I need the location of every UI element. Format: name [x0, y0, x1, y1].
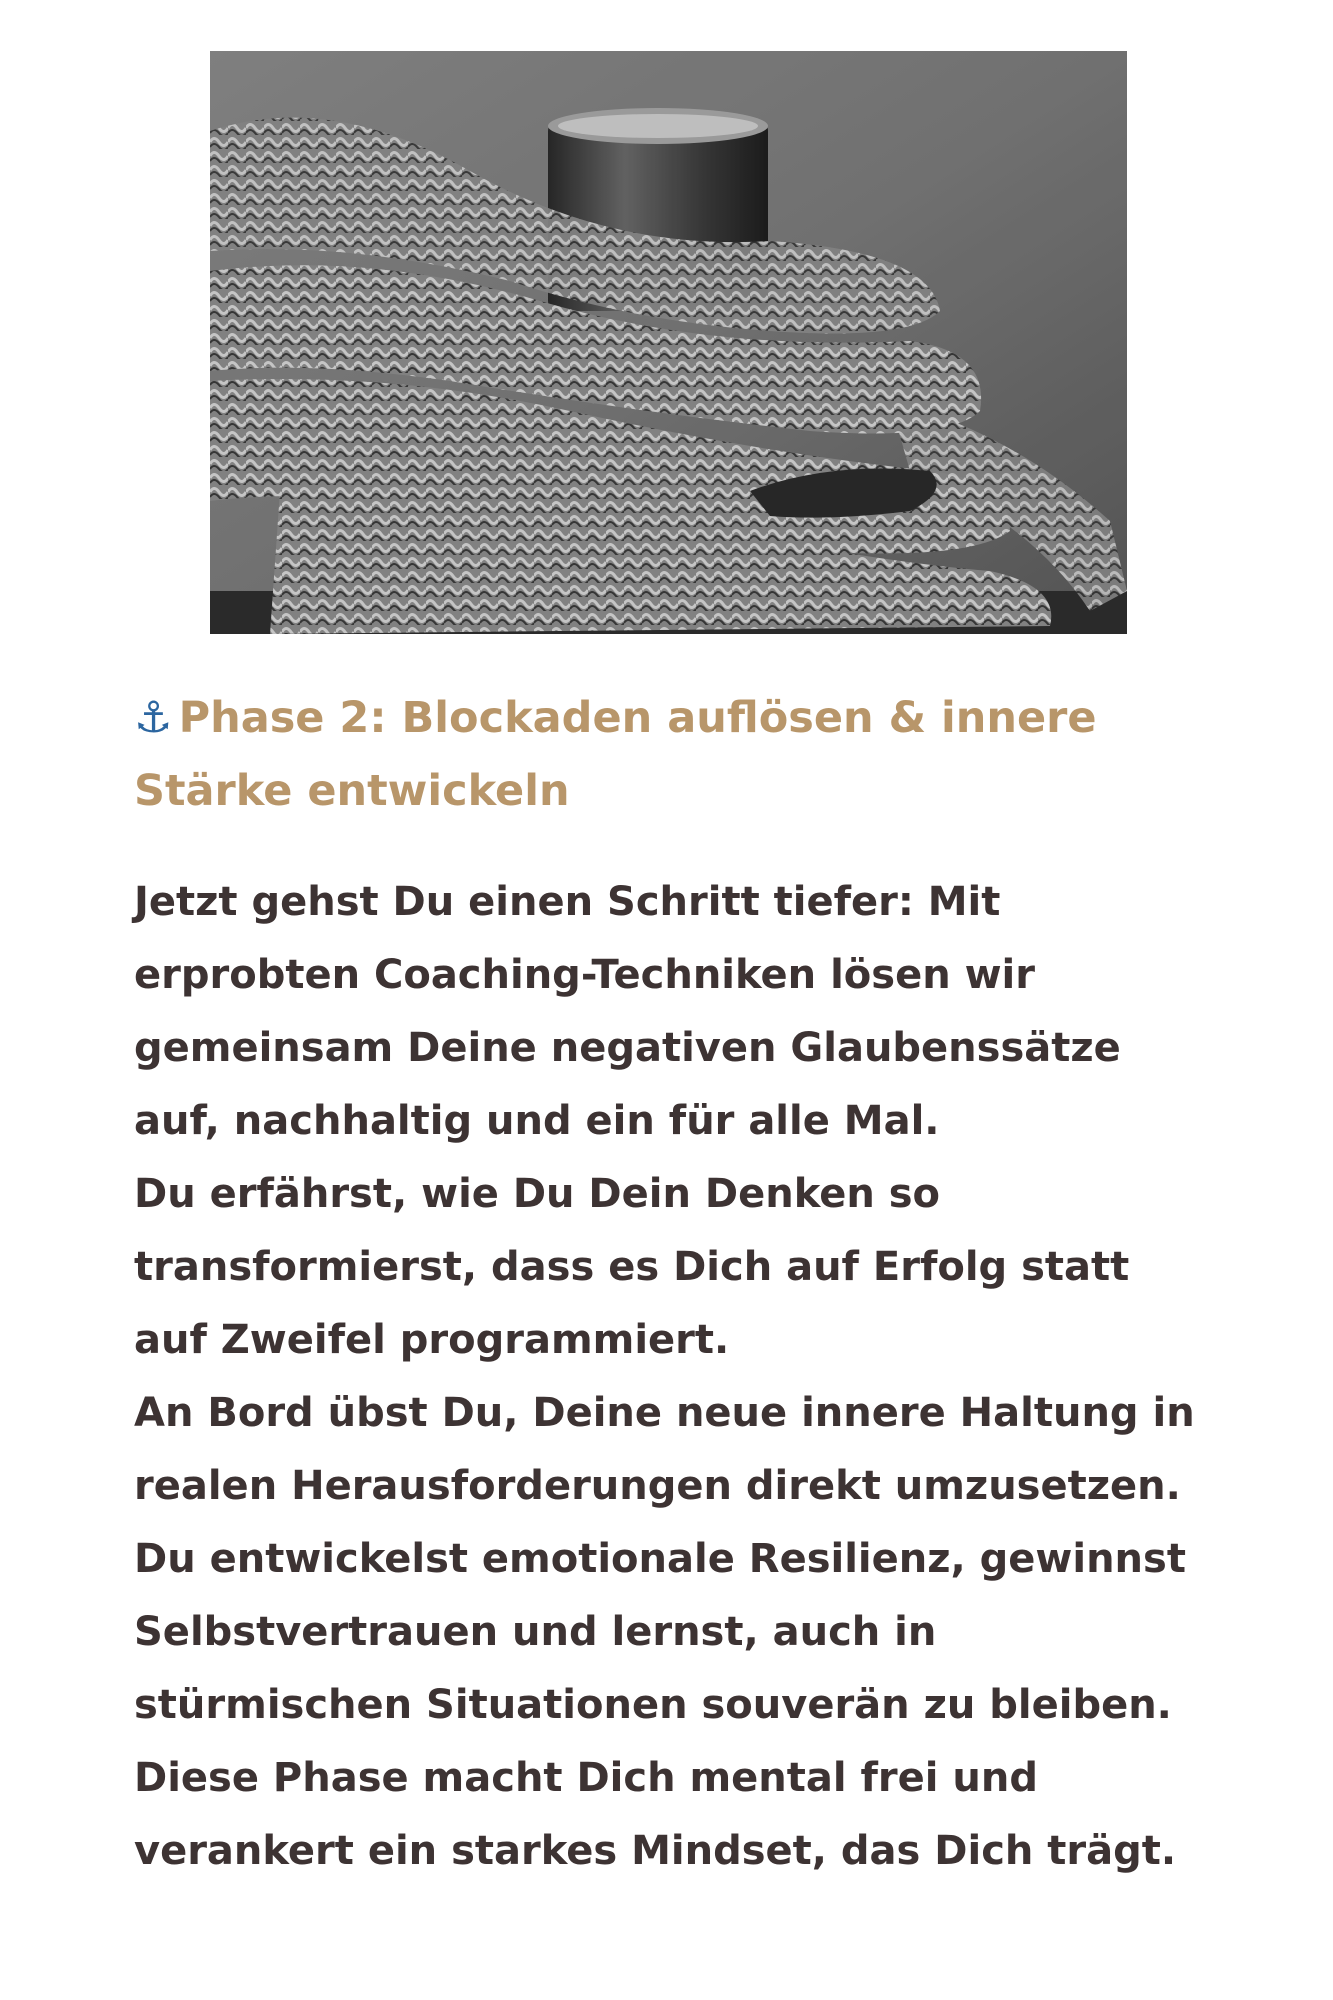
hero-image: [210, 51, 1127, 634]
paragraph-5: Diese Phase macht Dich mental frei und verankert ein starkes Mindset, das Dich trägt.: [134, 1755, 1177, 1874]
phase-heading-text: Phase 2: Blockaden auflösen & innere Stärke entwickeln: [134, 693, 1097, 816]
paragraph-1: Jetzt gehst Du einen Schritt tiefer: Mit erprobten Coaching-Techniken lösen wir gemeinsam Deine negativen Glaubenssätze auf, nachhaltig und ein für alle Mal.: [134, 879, 1121, 1144]
phase-section: [134, 682, 1214, 1888]
anchor-icon: ⚓: [134, 693, 173, 743]
paragraph-3: An Bord übst Du, Deine neue innere Haltung in realen Herausforderungen direkt umzusetzen.: [134, 1390, 1195, 1509]
paragraph-2: Du erfährst, wie Du Dein Denken so transformierst, dass es Dich auf Erfolg statt auf Zweifel programmiert.: [134, 1171, 1130, 1363]
rope-bollard-photo: [210, 51, 1127, 634]
phase-description: [134, 866, 1214, 1888]
paragraph-4: Du entwickelst emotionale Resilienz, gewinnst Selbstvertrauen und lernst, auch in stürmischen Situationen souverän zu bleiben.: [134, 1536, 1186, 1728]
phase-heading: [134, 682, 1214, 828]
